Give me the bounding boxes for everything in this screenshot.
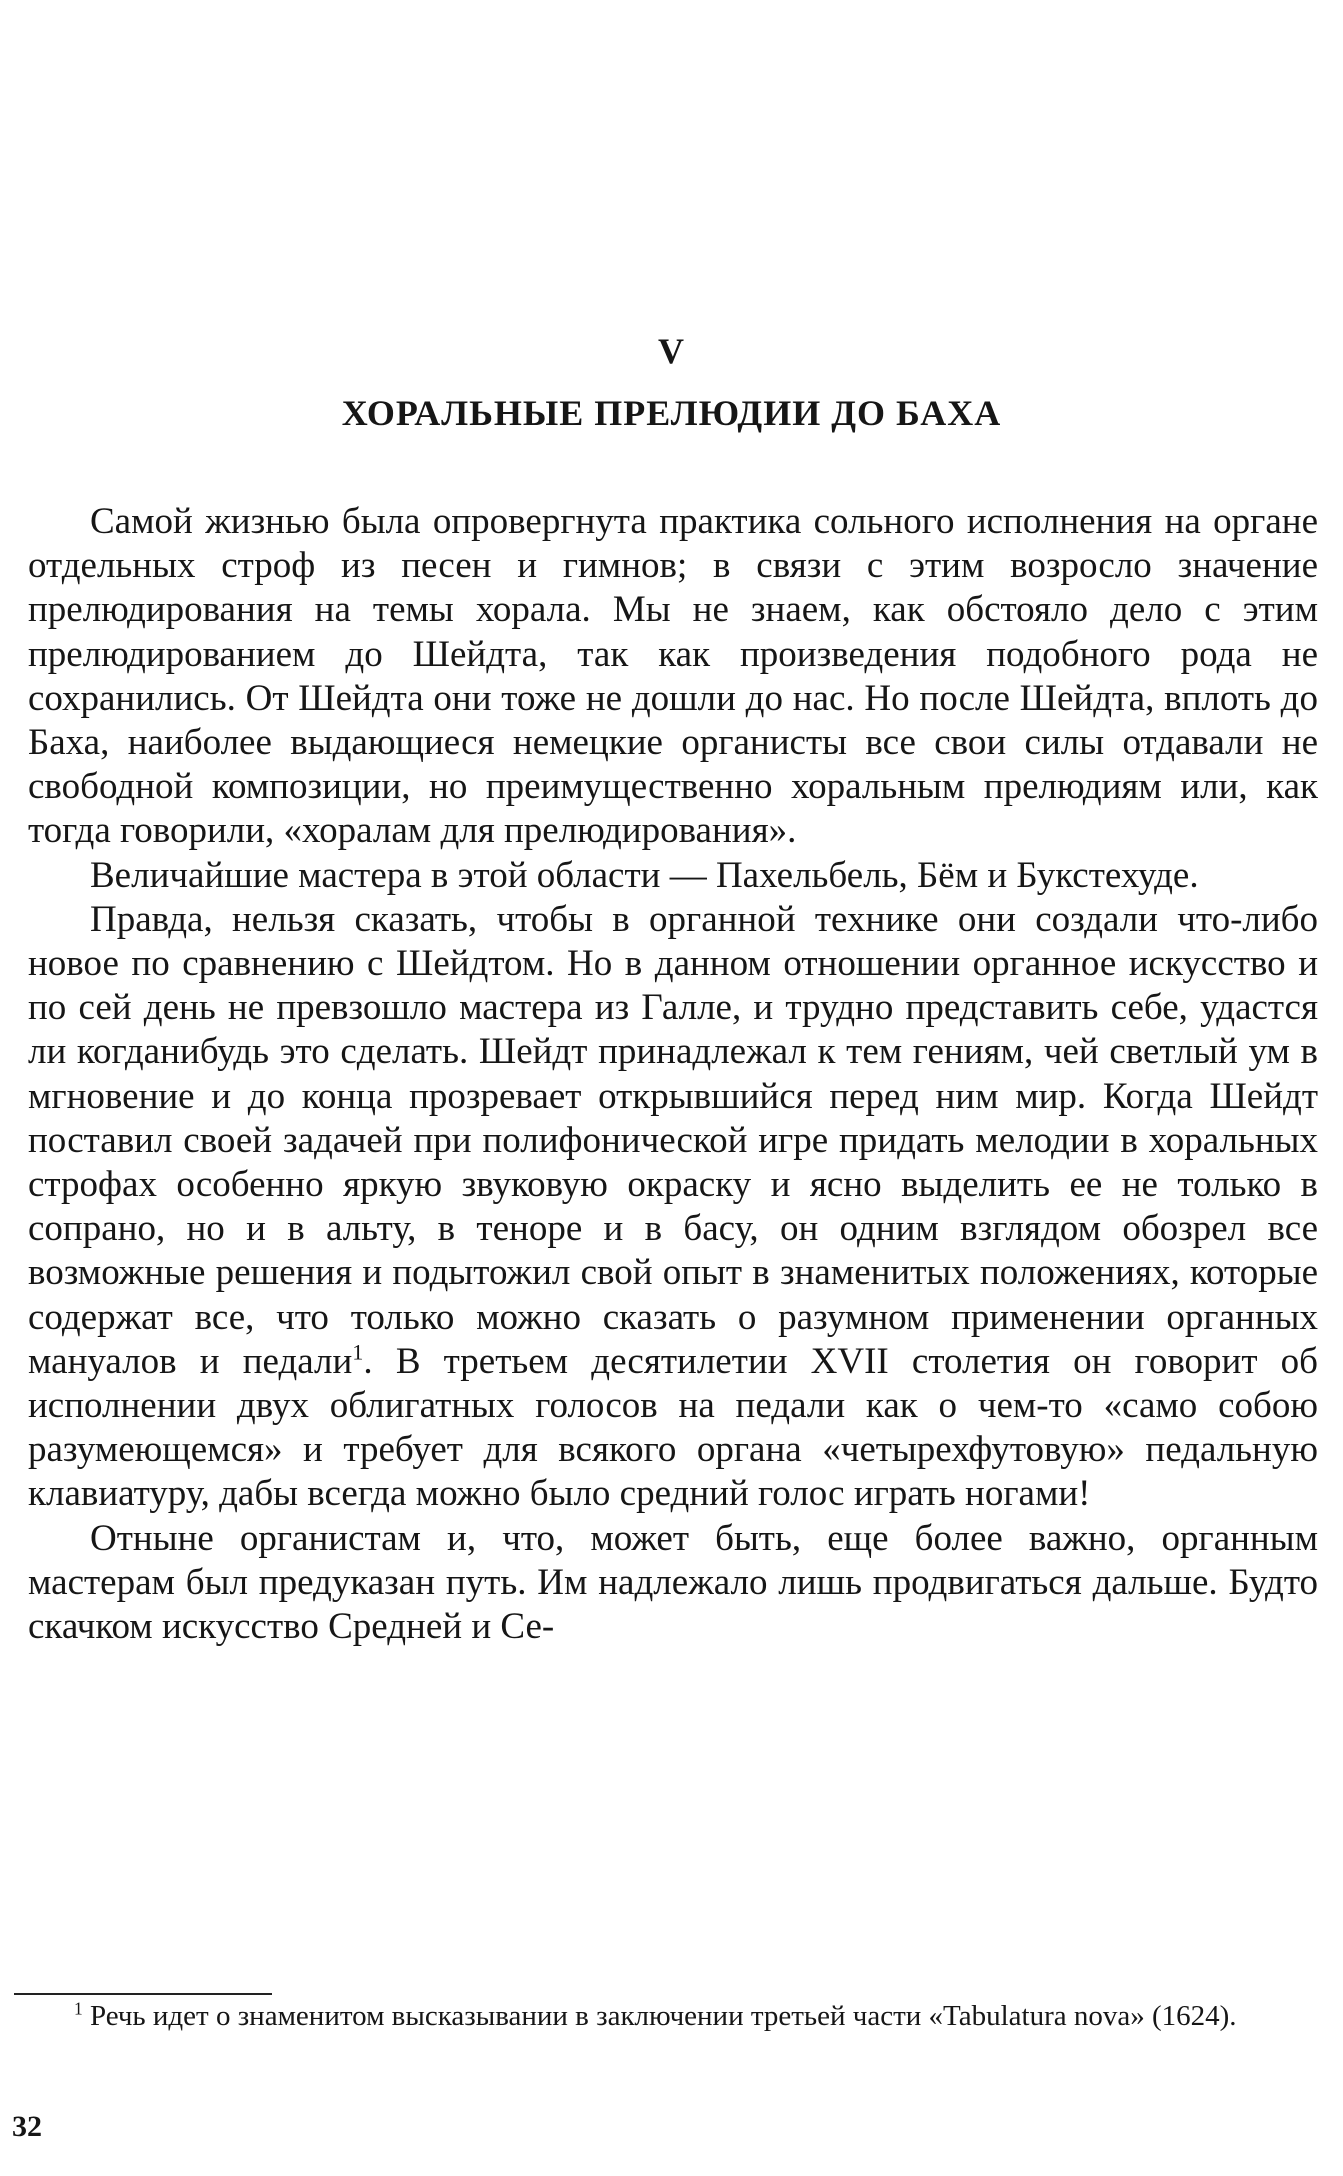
chapter-title: ХОРАЛЬНЫЕ ПРЕЛЮДИИ ДО БАХА [341, 393, 1002, 433]
footnote-marker: 1 [74, 1998, 83, 2019]
footnote [14, 1998, 1318, 2034]
paragraph: Отныне органистам и, что, может быть, еще более важно, органным мастерам был предуказан путь. Им надлежало лишь продвигаться дальше. Будто скачком искусство Средней и Се- [28, 1517, 1318, 1648]
body-text [28, 500, 1318, 1649]
footnote-text: Речь идет о знаменитом высказывании в заключении третьей части «Tabulatura nova» (1624). [89, 2000, 1237, 2032]
footnote-divider [14, 1993, 272, 1995]
page-number: 32 [12, 2110, 42, 2143]
paragraph-text: Правда, нельзя сказать, чтобы в органной технике они создали что-либо новое по сравнению с Шейдтом. Но в данном отношении органное искусство и по сей день не превзошло мастера из Галле, и трудно представить себе, удастся ли когданибудь это сделать. Шейдт принадлежал к тем гениям, чей светлый ум в мгновение и до конца прозревает открывшийся перед ним мир. Когда Шейдт поставил своей задачей при полифонической игре придать мелодии в хоральных строфах особенно яркую звуковую окраску и ясно выделить ее не только в сопрано, но и в альту, в теноре и в басу, он одним взглядом обозрел все возможные решения и подытожил свой опыт в знаменитых положениях, которые содержат все, что только можно сказать о разумном применении органных мануалов и педали [28, 898, 1318, 1382]
footnote-reference: 1 [352, 1339, 364, 1365]
chapter-number: V [658, 331, 685, 371]
footnote-paragraph [14, 1998, 1318, 2034]
paragraph [28, 898, 1318, 1517]
paragraph-text: . В третьем десятилетии XVII столетия он говорит об исполнении двух облигатных голосов на педали как о чем-то «само собою разумеющемся» и требует для всякого органа «четырехфутовую» педальную клавиатуру, дабы всегда можно было средний голос играть ногами! [28, 1340, 1318, 1515]
paragraph: Самой жизнью была опровергнута практика сольного исполнения на органе отдельных строф из песен и гимнов; в связи с этим возросло значение прелюдирования на темы хорала. Мы не знаем, как обстояло дело с этим прелюдированием до Шейдта, так как произведения подобного рода не сохранились. От Шейдта они тоже не дошли до нас. Но после Шейдта, вплоть до Баха, наиболее выдающиеся немецкие органисты все свои силы отдавали не свободной композиции, но преимущественно хоральным прелюдиям или, как тогда говорили, «хоралам для прелюдирования». [28, 501, 1318, 852]
paragraph: Величайшие мастера в этой области — Пахельбель, Бём и Букстехуде. [90, 854, 1199, 896]
